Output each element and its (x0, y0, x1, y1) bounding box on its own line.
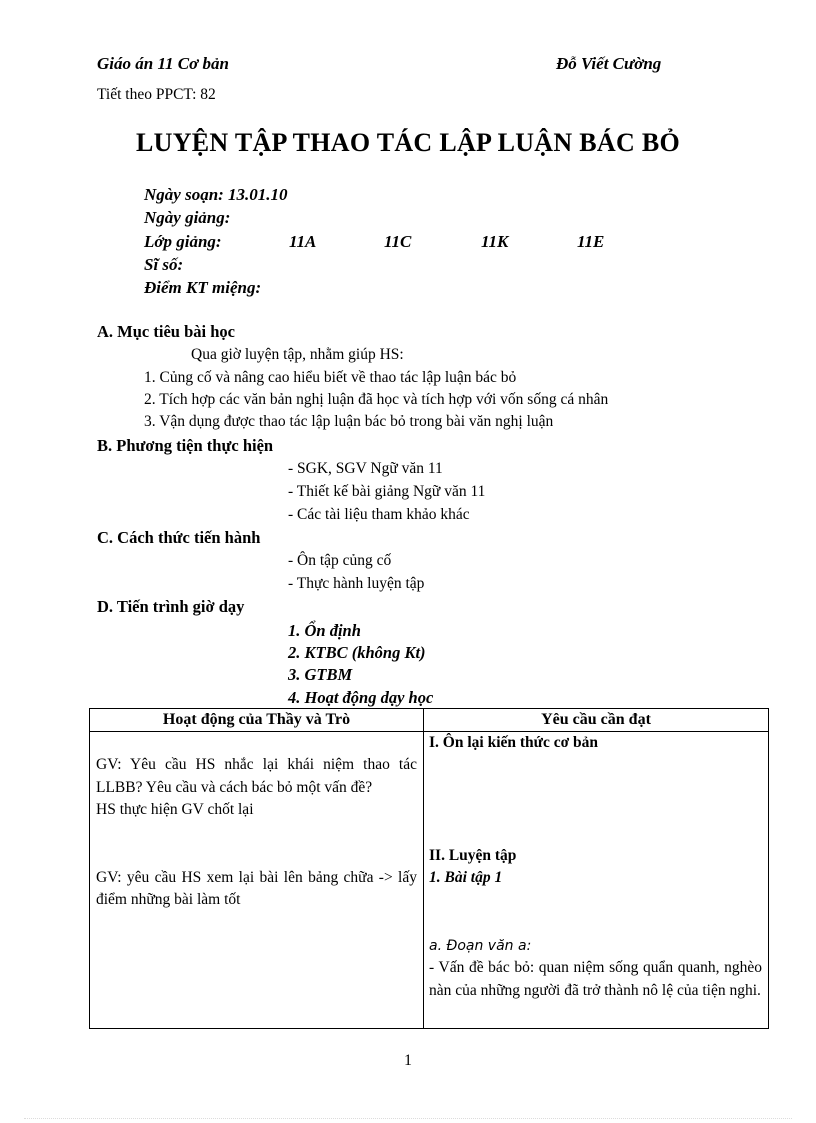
review-heading: I. Ôn lại kiến thức cơ bản (429, 734, 599, 751)
requirement-text: - Vấn đề bác bỏ: quan niệm sống quẩn quanh, nghèo nàn của những người đã trở thành nô lệ của tiện nghi. (429, 959, 762, 999)
teach-date: Ngày giảng: (144, 208, 231, 227)
lesson-number: Tiết theo PPCT: 82 (97, 86, 216, 103)
exercise-1-heading: 1. Bài tập 1 (429, 869, 503, 886)
page-number: 1 (404, 1052, 412, 1069)
header-author: Đỗ Viết Cường (556, 54, 662, 73)
table-row (90, 732, 769, 1029)
section-c-item: - Ôn tập củng cố (288, 552, 392, 569)
section-a-heading: A. Mục tiêu bài học (97, 322, 235, 341)
prep-date: Ngày soạn: 13.01.10 (144, 185, 288, 204)
step-4: 4. Hoạt động dạy học (288, 688, 434, 707)
header-course: Giáo án 11 Cơ bản (97, 54, 229, 73)
section-c-item: - Thực hành luyện tập (288, 575, 425, 592)
activities-cell (90, 732, 424, 1029)
section-a-item: 3. Vận dụng được thao tác lập luận bác bỏ trong bài văn nghị luận (144, 413, 554, 430)
activity-text: HS thực hiện GV chốt lại (96, 801, 254, 818)
col-activities-header: Hoạt động của Thầy và Trò (90, 709, 424, 732)
section-b-item: - SGK, SGV Ngữ văn 11 (288, 460, 443, 477)
step-3: 3. GTBM (288, 665, 353, 684)
section-c-heading: C. Cách thức tiến hành (97, 528, 261, 547)
class-11c: 11C (384, 232, 412, 251)
activity-text: GV: yêu cầu HS xem lại bài lên bảng chữa -> lấy điểm những bài làm tốt (96, 868, 417, 908)
activity-text: GV: Yêu cầu HS nhắc lại khái niệm thao tác LLBB? Yêu cầu và cách bác bỏ một vấn đề? (96, 756, 417, 796)
requirements-cell (424, 732, 769, 1029)
page-bottom-divider (24, 1118, 792, 1119)
class-11a: 11A (289, 232, 317, 251)
section-b-item: - Các tài liệu tham khảo khác (288, 506, 470, 523)
class-11k: 11K (481, 232, 509, 251)
table-header-row (90, 709, 769, 732)
class-11e: 11E (577, 232, 605, 251)
oral-test: Điểm KT miệng: (144, 278, 262, 297)
practice-heading: II. Luyện tập (429, 846, 517, 864)
step-2: 2. KTBC (không Kt) (288, 643, 426, 662)
section-b-item: - Thiết kế bài giảng Ngữ văn 11 (288, 483, 486, 500)
section-a-item: 2. Tích hợp các văn bản nghị luận đã học và tích hợp với vốn sống cá nhân (144, 391, 609, 408)
attendance: Sĩ số: (144, 255, 184, 274)
step-1: 1. Ổn định (288, 621, 361, 640)
section-a-item: 1. Củng cố và nâng cao hiểu biết về thao tác lập luận bác bỏ (144, 369, 517, 386)
page-title: LUYỆN TẬP THAO TÁC LẬP LUẬN BÁC BỎ (135, 128, 681, 157)
class-label: Lớp giảng: (144, 232, 222, 251)
passage-a-label: a. Đoạn văn a: (429, 937, 532, 954)
section-d-heading: D. Tiến trình giờ dạy (97, 597, 245, 616)
col-requirements-header: Yêu cầu cần đạt (424, 709, 769, 732)
section-b-heading: B. Phương tiện thực hiện (97, 436, 274, 455)
section-a-intro: Qua giờ luyện tập, nhằm giúp HS: (191, 346, 404, 363)
lesson-table (89, 708, 769, 1029)
